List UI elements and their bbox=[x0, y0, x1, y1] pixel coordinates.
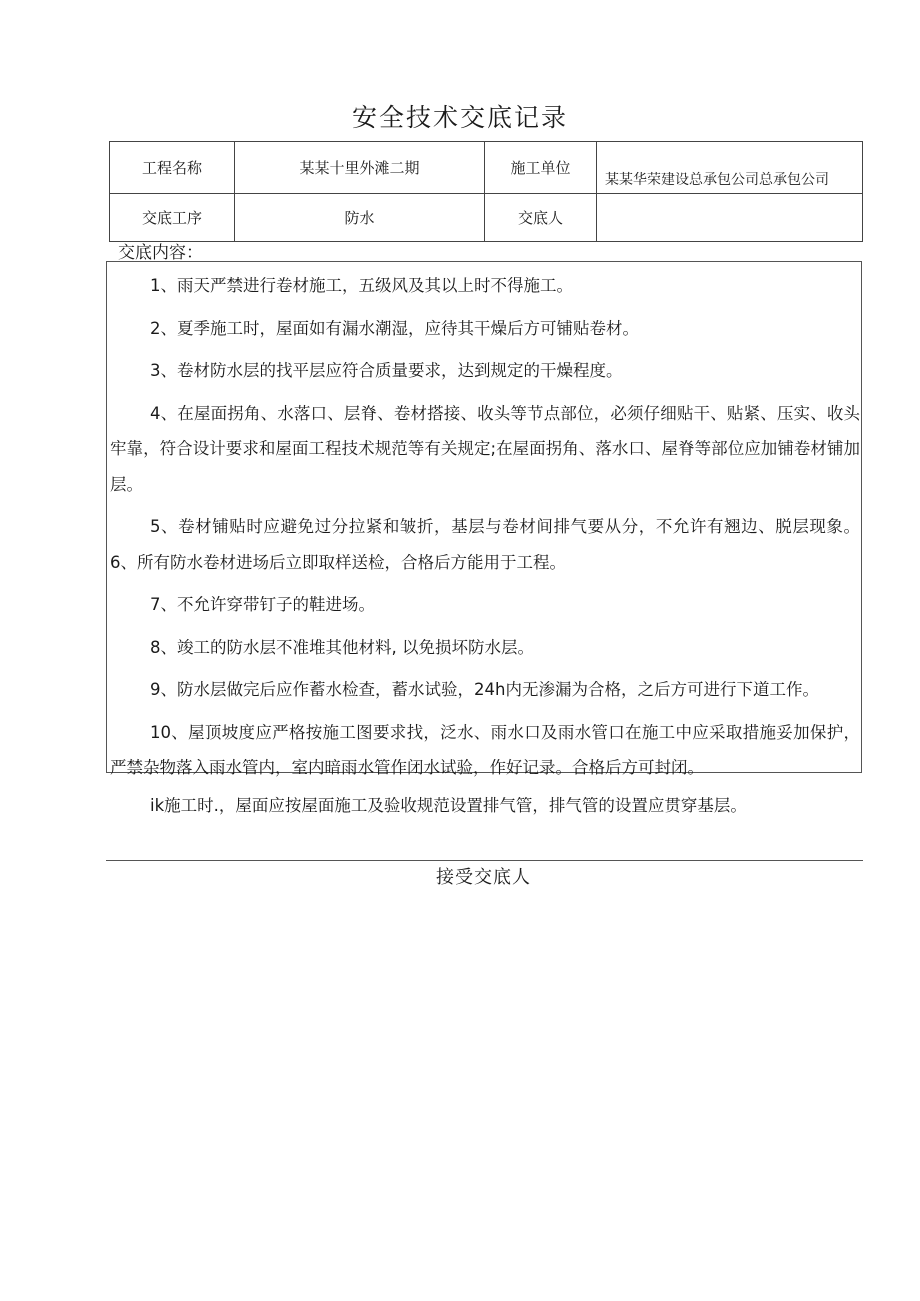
document-title: 安全技术交底记录 bbox=[351, 103, 568, 132]
project-info-table bbox=[109, 141, 863, 242]
list-item: 10、屋顶坡度应严格按施工图要求找，泛水、雨水口及雨水管口在施工中应采取措施妥加保护，严禁杂物落入雨水管内，室内暗雨水管作闭水试验，作好记录。合格后方可封闭。 bbox=[110, 722, 860, 777]
list-item: 9、防水层做完后应作蓄水检查，蓄水试验，24h内无渗漏为合格，之后方可进行下道工作。 bbox=[150, 680, 819, 699]
construction-unit-value: 某某华荣建设总承包公司总承包公司 bbox=[597, 142, 863, 194]
briefer-label: 交底人 bbox=[485, 194, 597, 242]
list-item: 8、竣工的防水层不准堆其他材料, 以免损坏防水层。 bbox=[150, 637, 534, 657]
receiver-label: 接受交底人 bbox=[436, 867, 531, 888]
procedure-value: 防水 bbox=[235, 194, 485, 242]
list-item: 1、雨天严禁进行卷材施工，五级风及其以上时不得施工。 bbox=[150, 276, 573, 295]
content-label: 交底内容： bbox=[118, 243, 203, 263]
list-item: 4、在屋面拐角、水落口、层脊、卷材搭接、收头等节点部位，必须仔细贴干、贴紧、压实、收头牢靠，符合设计要求和屋面工程技术规范等有关规定;在屋面拐角、落水口、屋脊等部位应加铺卷材铺加层。 bbox=[110, 403, 860, 494]
procedure-label: 交底工序 bbox=[110, 194, 235, 242]
extra-note: ik施工时.，屋面应按屋面施工及验收规范设置排气管，排气管的设置应贯穿基层。 bbox=[150, 796, 747, 815]
briefer-value bbox=[597, 194, 863, 242]
table-row bbox=[110, 194, 863, 242]
construction-unit-label: 施工单位 bbox=[485, 142, 597, 194]
briefing-items bbox=[110, 268, 860, 793]
list-item: 7、不允许穿带钉子的鞋进场。 bbox=[150, 595, 375, 614]
list-item: 2、夏季施工时，屋面如有漏水潮湿，应待其干燥后方可铺贴卷材。 bbox=[150, 318, 639, 338]
project-name-label: 工程名称 bbox=[110, 142, 235, 194]
project-name-value: 某某十里外滩二期 bbox=[235, 142, 485, 194]
list-item: 5、卷材铺贴时应避免过分拉紧和皱折，基层与卷材间排气要从分，不允许有翘边、脱层现象。6、所有防水卷材进场后立即取样送检，合格后方能用于工程。 bbox=[110, 517, 860, 572]
signature-divider bbox=[106, 860, 863, 861]
table-row bbox=[110, 142, 863, 194]
list-item: 3、卷材防水层的找平层应符合质量要求，达到规定的干燥程度。 bbox=[150, 361, 623, 380]
